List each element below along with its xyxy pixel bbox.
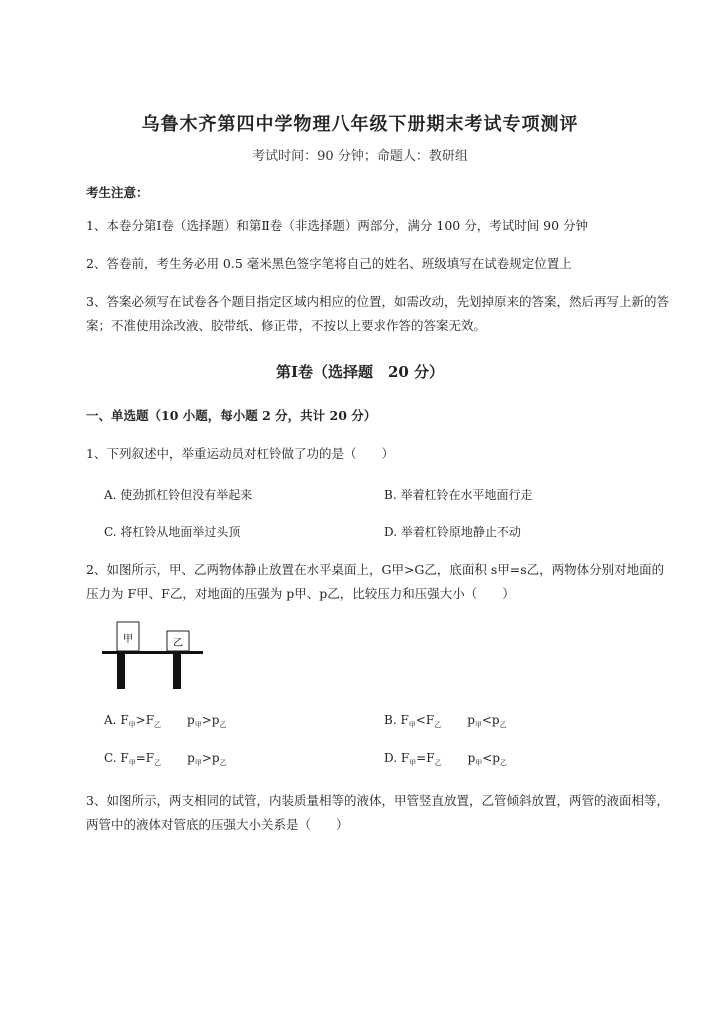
question-1-stem: 1、下列叙述中，举重运动员对杠铃做了功的是（ ） — [86, 446, 394, 461]
q2-option-a: A. $F_甲>F_乙$ $p_甲>p_乙$ — [104, 713, 227, 729]
q1-option-a: A. 使劲抓杠铃但没有举起来 — [104, 488, 253, 502]
section-title: 第Ⅰ卷（选择题 20 分） — [275, 363, 445, 381]
q1-option-d: D. 举着杠铃原地静止不动 — [384, 525, 521, 539]
q1-option-c: C. 将杠铃从地面举过头顶 — [104, 525, 241, 539]
block-yi-label: 乙 — [173, 638, 183, 649]
table-top — [102, 651, 203, 654]
exam-info: 考试时间：90 分钟；命题人：教研组 — [252, 149, 468, 164]
q2-option-d: D. $F_甲=F_乙$ $p_甲<p_乙$ — [384, 751, 507, 767]
q2-figure-table — [100, 620, 210, 692]
question-2-stem-line2: 压力为 F甲、F乙，对地面的压强为 p甲、p乙，比较压力和压强大小（ ） — [86, 586, 515, 601]
q2-option-b: B. $F_甲<F_乙$ $p_甲<p_乙$ — [384, 713, 507, 729]
notice-item-1: 1、本卷分第Ⅰ卷（选择题）和第Ⅱ卷（非选择题）两部分，满分 100 分，考试时间 90 分钟 — [86, 218, 589, 233]
question-2-stem-line1: 2、如图所示，甲、乙两物体静止放置在水平桌面上，G甲>G乙，底面积 s甲=s乙，两物体分别对地面的 — [86, 562, 665, 577]
part-heading: 一、单选题（10 小题，每小题 2 分，共计 20 分） — [86, 408, 377, 423]
question-3-stem: 3、如图所示，两支相同的试管，内装质量相等的液体，甲管竖直放置，乙管倾斜放置，两管的液面相等，两管中的液体对管底的压强大小关系是（ ） — [86, 793, 669, 832]
notice-label: 考生注意： — [86, 185, 149, 200]
q1-option-b: B. 举着杠铃在水平地面行走 — [384, 488, 533, 502]
q2-option-c: C. $F_甲=F_乙$ $p_甲>p_乙$ — [104, 751, 227, 767]
table-leg-right — [173, 654, 181, 689]
page-title: 乌鲁木齐第四中学物理八年级下册期末考试专项测评 — [141, 114, 579, 135]
notice-item-3: 3、答案必须写在试卷各个题目指定区域内相应的位置，如需改动，先划掉原来的答案，然后再写上新的答案；不准使用涂改液、胶带纸、修正带，不按以上要求作答的答案无效。 — [86, 294, 669, 333]
notice-item-2: 2、答卷前，考生务必用 0.5 毫米黑色签字笔将自己的姓名、班级填写在试卷规定位置上 — [86, 256, 572, 271]
table-leg-left — [117, 654, 125, 689]
block-jia-label: 甲 — [123, 634, 133, 645]
